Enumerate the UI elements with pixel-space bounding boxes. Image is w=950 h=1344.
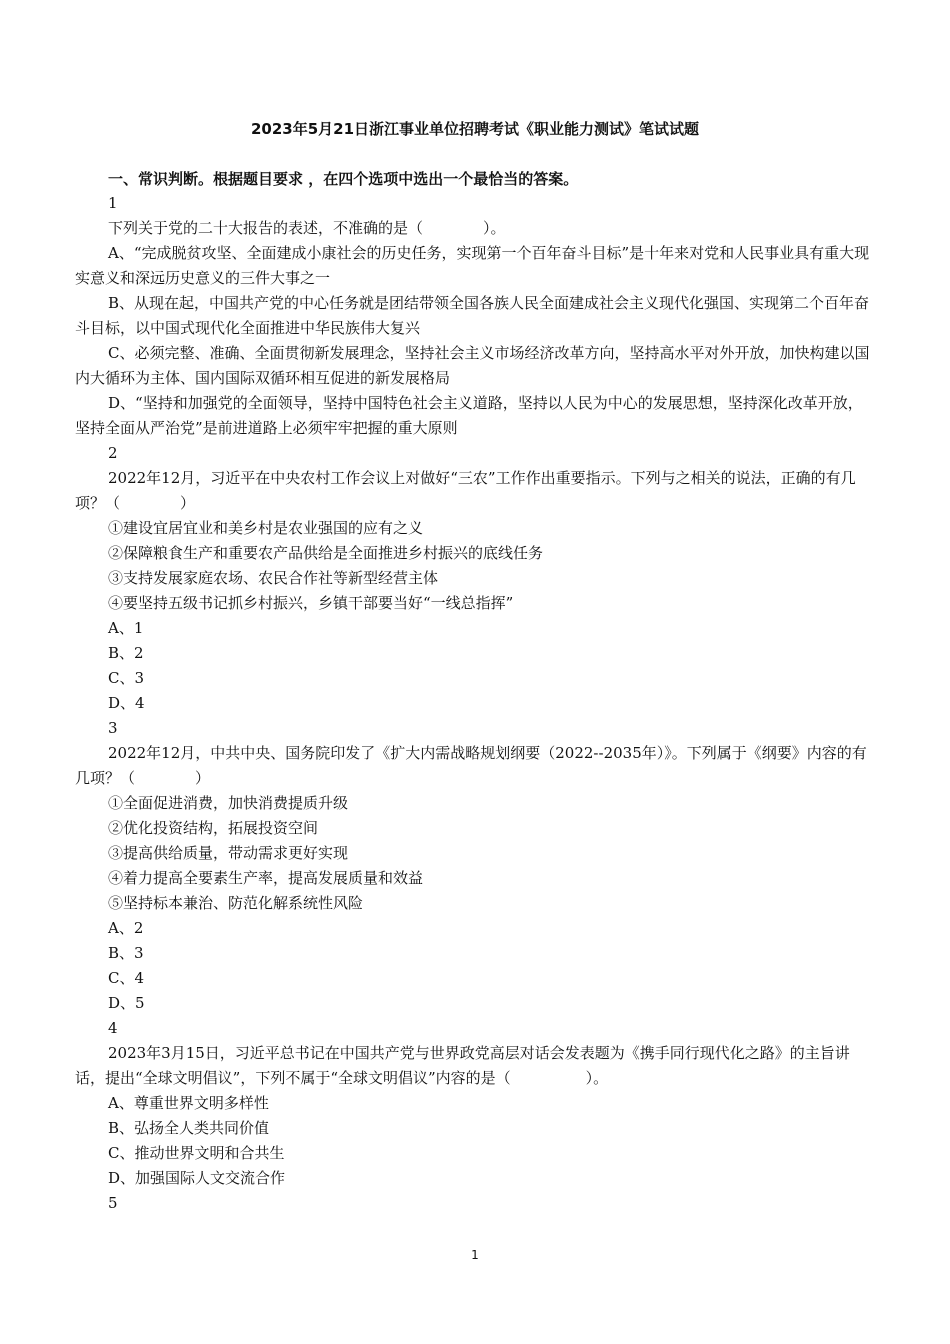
question-number: 4 <box>108 1019 118 1037</box>
answer-option: A、“完成脱贫攻坚、全面建成小康社会的历史任务，实现第一个百年奋斗目标”是十年来对党和人民事业具有重大现实意义和深远历史意义的三件大事之一 <box>75 244 870 287</box>
document-title: 2023年5月21日浙江事业单位招聘考试《职业能力测试》笔试试题 <box>250 120 700 138</box>
question-stem: 2022年12月，习近平在中央农村工作会议上对做好“三农”工作作出重要指示。下列与之相关的说法，正确的有几项？（ ） <box>75 469 856 512</box>
statement-item: ③提高供给质量，带动需求更好实现 <box>108 844 349 862</box>
section-heading: 一、常识判断。根据题目要求 ，在四个选项中选出一个最恰当的答案。 <box>108 170 579 188</box>
answer-option: D、5 <box>108 994 145 1012</box>
question-list <box>75 191 873 1216</box>
question <box>75 191 873 441</box>
statement-item: ①建设宜居宜业和美乡村是农业强国的应有之义 <box>108 519 424 537</box>
question-number: 3 <box>108 719 118 737</box>
question-number: 2 <box>108 444 118 462</box>
statement-item: ②保障粮食生产和重要农产品供给是全面推进乡村振兴的底线任务 <box>108 544 544 562</box>
answer-option: B、弘扬全人类共同价值 <box>108 1119 270 1137</box>
answer-option: D、“坚持和加强党的全面领导，坚持中国特色社会主义道路，坚持以人民为中心的发展思想，坚持深化改革开放，坚持全面从严治党”是前进道路上必须牢牢把握的重大原则 <box>75 394 863 437</box>
question-number: 5 <box>108 1194 118 1212</box>
question-number: 1 <box>108 194 118 212</box>
statement-item: ②优化投资结构，拓展投资空间 <box>108 819 319 837</box>
question-stem: 2023年3月15日，习近平总书记在中国共产党与世界政党高层对话会发表题为《携手同行现代化之路》的主旨讲话，提出“全球文明倡议”，下列不属于“全球文明倡议”内容的是（ ）。 <box>75 1044 850 1087</box>
answer-option: C、推动世界文明和合共生 <box>108 1144 285 1162</box>
question-stem: 下列关于党的二十大报告的表述，不准确的是（ ）。 <box>108 219 506 237</box>
question <box>75 1016 873 1191</box>
answer-option: B、2 <box>108 644 144 662</box>
answer-option: D、4 <box>108 694 145 712</box>
answer-option: B、3 <box>108 944 144 962</box>
statement-item: ⑤坚持标本兼治、防范化解系统性风险 <box>108 894 364 912</box>
statement-item: ④要坚持五级书记抓乡村振兴，乡镇干部要当好“一线总指挥” <box>108 594 514 612</box>
statement-item: ③支持发展家庭农场、农民合作社等新型经营主体 <box>108 569 439 587</box>
question-stem: 2022年12月，中共中央、国务院印发了《扩大内需战略规划纲要（2022--2035年）》。下列属于《纲要》内容的有几项？（ ） <box>75 744 867 787</box>
page-number: 1 <box>471 1248 479 1262</box>
question <box>75 441 873 716</box>
answer-option: C、3 <box>108 669 145 687</box>
statement-item: ④着力提高全要素生产率，提高发展质量和效益 <box>108 869 424 887</box>
answer-option: D、加强国际人文交流合作 <box>108 1169 286 1187</box>
answer-option: B、从现在起，中国共产党的中心任务就是团结带领全国各族人民全面建成社会主义现代化强国、实现第二个百年奋斗目标，以中国式现代化全面推进中华民族伟大复兴 <box>75 294 870 337</box>
answer-option: C、必须完整、准确、全面贯彻新发展理念，坚持社会主义市场经济改革方向，坚持高水平对外开放，加快构建以国内大循环为主体、国内国际双循环相互促进的新发展格局 <box>75 344 870 387</box>
answer-option: A、尊重世界文明多样性 <box>108 1094 269 1112</box>
answer-option: C、4 <box>108 969 145 987</box>
question <box>75 716 873 1016</box>
answer-option: A、2 <box>108 919 144 937</box>
answer-option: A、1 <box>108 619 144 637</box>
statement-item: ①全面促进消费，加快消费提质升级 <box>108 794 349 812</box>
